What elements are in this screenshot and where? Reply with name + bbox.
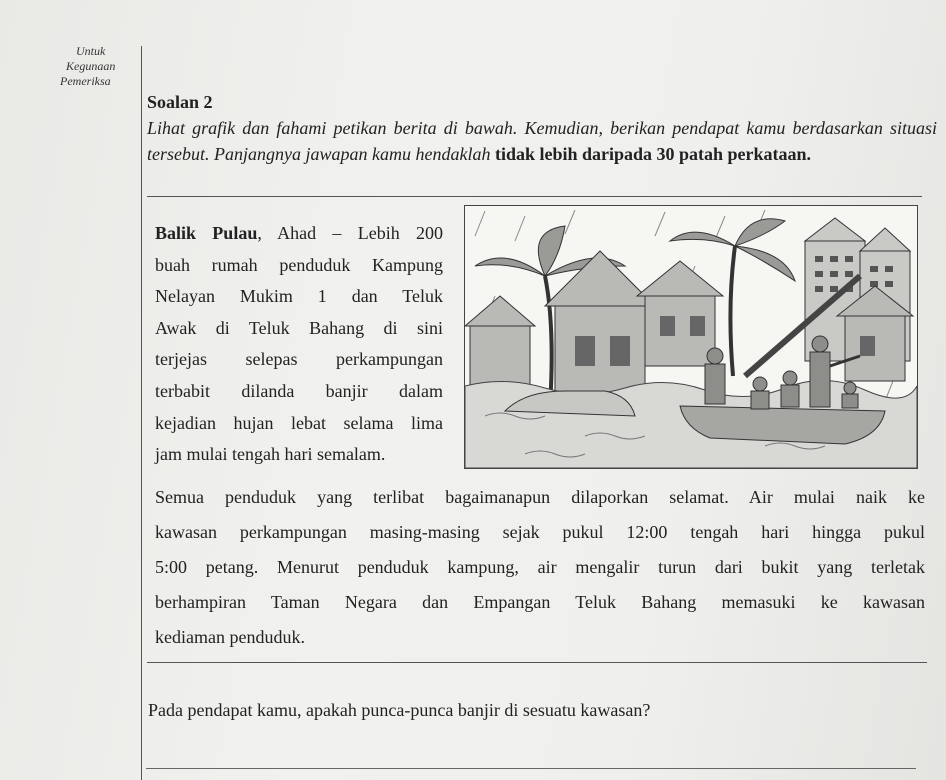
- article-line: buah rumah penduduk Kampung: [155, 254, 443, 275]
- article-box-bottom-border: [147, 662, 927, 663]
- article-line: kejadian hujan lebat selama lima: [155, 412, 443, 433]
- article-line: Balik Pulau, Ahad – Lebih 200: [155, 223, 443, 243]
- margin-note-line: Pemeriksa: [60, 74, 111, 88]
- article-left-column: [155, 218, 443, 471]
- flood-illustration: [464, 205, 918, 469]
- answer-line[interactable]: [146, 768, 916, 769]
- article-line: terbabit dilanda banjir dalam: [155, 380, 443, 401]
- article-line: Nelayan Mukim 1 dan Teluk: [155, 286, 443, 307]
- question-title: Soalan 2: [147, 92, 213, 112]
- margin-divider: [141, 46, 142, 780]
- article-line: 5:00 petang. Menurut penduduk kampung, air mengalir turun dari bukit yang terletak: [155, 557, 925, 577]
- instruction-text: Lihat grafik dan fahami petikan berita di bawah. Kemudian, berikan pendapat kamu berdasarkan situasi tersebut. Panjangnya jawapan kamu hendaklah: [147, 118, 937, 164]
- article-line: terjejas selepas perkampungan: [155, 349, 443, 370]
- article-line: kawasan perkampungan masing-masing sejak pukul 12:00 tengah hari hingga pukul: [155, 522, 925, 542]
- flood-scene-drawing: [465, 206, 917, 468]
- article-line: Awak di Teluk Bahang di sini: [155, 317, 443, 338]
- article-line: berhampiran Taman Negara dan Empangan Teluk Bahang memasuki ke kawasan: [155, 592, 925, 612]
- article-line: kediaman penduduk.: [155, 627, 305, 647]
- examiner-margin-note: [60, 44, 130, 89]
- article-line: jam mulai tengah hari semalam.: [155, 444, 386, 465]
- question-prompt: Pada pendapat kamu, apakah punca-punca banjir di sesuatu kawasan?: [148, 700, 651, 720]
- question-instruction: [147, 115, 937, 167]
- article-box-top-border: [147, 196, 922, 197]
- article-line: Semua penduduk yang terlibat bagaimanapun dilaporkan selamat. Air mulai naik ke: [155, 487, 925, 507]
- margin-note-line: Kegunaan: [66, 59, 116, 73]
- article-dateline: Balik Pulau: [155, 223, 258, 243]
- article-bottom-paragraph: [155, 480, 925, 655]
- instruction-limit: tidak lebih daripada 30 patah perkataan.: [494, 144, 812, 164]
- margin-note-line: Untuk: [76, 44, 106, 58]
